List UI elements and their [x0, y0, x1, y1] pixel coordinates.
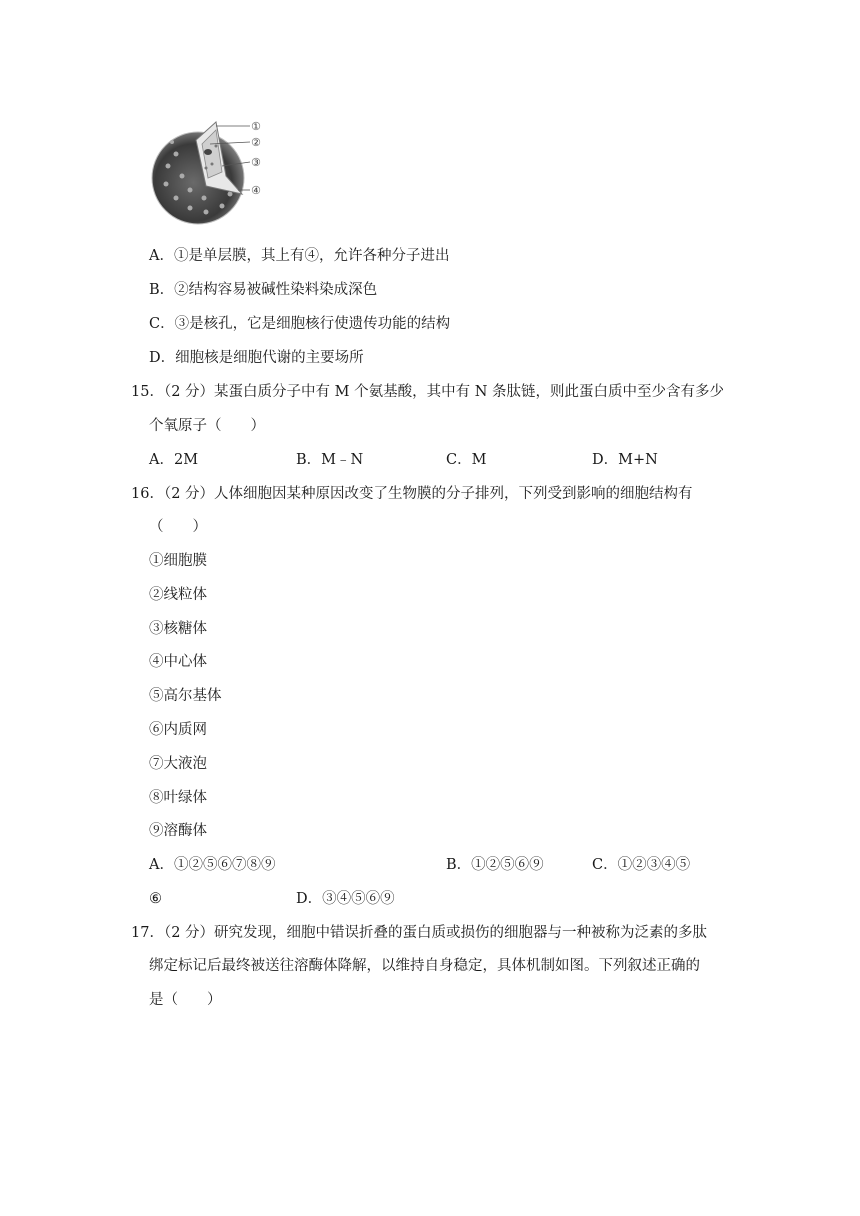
q16-item-4: ④中心体: [149, 654, 207, 670]
nucleus-diagram: [146, 116, 272, 228]
q16-item-5: ⑤高尔基体: [149, 688, 222, 704]
q15-stem-line2: 个氧原子（ ）: [149, 418, 265, 434]
q16-item-6: ⑥内质网: [149, 722, 207, 738]
figure-label-4: ④: [251, 184, 261, 197]
q17-stem-line3: 是（ ）: [149, 992, 222, 1008]
q16-item-9: ⑨溶酶体: [149, 823, 207, 839]
q16-option-c: C．①②③④⑤: [592, 857, 691, 873]
q15-stem-line1: 15．（2 分）某蛋白质分子中有 M 个氨基酸，其中有 N 条肽链，则此蛋白质中至少含有多少: [131, 384, 725, 400]
q14-option-b: B．②结构容易被碱性染料染成深色: [149, 282, 378, 298]
q17-stem-line2: 绑定标记后最终被送往溶酶体降解，以维持自身稳定，具体机制如图。下列叙述正确的: [149, 958, 700, 974]
q16-option-c-wrap: ⑥: [149, 891, 162, 907]
q16-option-d: D．③④⑤⑥⑨: [296, 891, 395, 907]
q16-item-8: ⑧叶绿体: [149, 790, 207, 806]
q16-item-3: ③核糖体: [149, 621, 207, 637]
q14-option-a: A．①是单层膜，其上有④，允许各种分子进出: [149, 248, 450, 264]
q16-stem-line2: （ ）: [149, 519, 207, 535]
figure-label-1: ①: [251, 120, 261, 133]
q15-option-b: B．M﹣N: [296, 452, 364, 468]
q14-option-d: D．细胞核是细胞代谢的主要场所: [149, 350, 364, 366]
q16-option-a: A．①②⑤⑥⑦⑧⑨: [149, 857, 276, 873]
q15-option-d: D．M+N: [592, 452, 658, 468]
q14-option-c: C．③是核孔，它是细胞核行使遗传功能的结构: [149, 316, 451, 332]
q16-stem-line1: 16．（2 分）人体细胞因某种原因改变了生物膜的分子排列，下列受到影响的细胞结构有: [131, 486, 693, 502]
figure-label-2: ②: [251, 136, 261, 149]
figure-label-3: ③: [251, 156, 261, 169]
q15-option-c: C．M: [446, 452, 487, 468]
q16-item-7: ⑦大液泡: [149, 756, 207, 772]
q17-stem-line1: 17．（2 分）研究发现，细胞中错误折叠的蛋白质或损伤的细胞器与一种被称为泛素的多肽: [131, 925, 708, 941]
q15-option-a: A．2M: [149, 452, 199, 468]
q16-item-2: ②线粒体: [149, 587, 207, 603]
nucleolus: [204, 149, 212, 155]
q16-option-b: B．①②⑤⑥⑨: [446, 857, 544, 873]
q16-item-1: ①细胞膜: [149, 553, 207, 569]
